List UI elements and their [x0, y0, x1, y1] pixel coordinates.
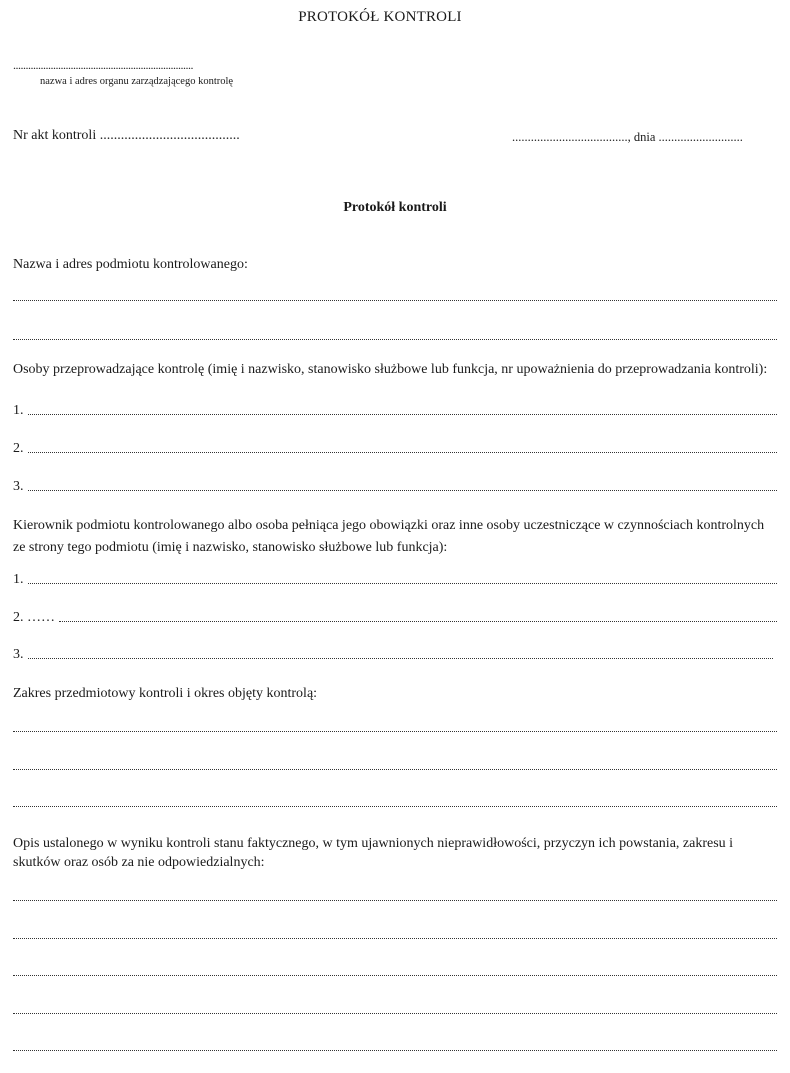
findings-line-4[interactable]: [13, 1013, 777, 1014]
findings-line-3[interactable]: [13, 975, 777, 976]
row-number: 1.: [13, 403, 24, 418]
entity-line-1[interactable]: [13, 300, 777, 301]
scope-line-1[interactable]: [13, 731, 777, 732]
row-number: 2. ……: [13, 610, 55, 625]
place-date-field[interactable]: ....................................., dnia ...........................: [512, 130, 743, 144]
participant-line-2[interactable]: [59, 621, 777, 622]
inspector-line-1[interactable]: [28, 414, 778, 415]
entity-line-2[interactable]: [13, 339, 777, 340]
section-label-findings: Opis ustalonego w wyniku kontroli stanu faktycznego, w tym ujawnionych nieprawidłowości, przyczyn ich powstania, zakresu i skutków oraz osób za nie odpowiedzialnych:: [13, 836, 734, 870]
inspector-row-1[interactable]: [13, 401, 777, 419]
participant-row-2[interactable]: [13, 608, 777, 626]
findings-line-1[interactable]: [13, 900, 777, 901]
protocol-heading: Protokół kontroli: [343, 200, 447, 215]
section-label-manager: Kierownik podmiotu kontrolowanego albo osoba pełniąca jego obowiązki oraz inne osoby uczestniczące w czynnościach kontrolnych ze strony tego podmiotu (imię i nazwisko, stanowisko służbowe lub funkcja):: [13, 518, 765, 555]
organ-name-caption: nazwa i adres organu zarządzającego kontrolę: [40, 76, 234, 87]
inspector-line-2[interactable]: [28, 452, 778, 453]
organ-name-field[interactable]: ........................................................................: [13, 58, 193, 72]
row-number: 1.: [13, 572, 24, 587]
row-number: 3.: [13, 479, 24, 494]
inspector-row-2[interactable]: [13, 439, 777, 457]
row-number: 3.: [13, 647, 24, 662]
section-label-scope: Zakres przedmiotowy kontroli i okres objęty kontrolą:: [13, 686, 318, 701]
inspector-line-3[interactable]: [28, 490, 778, 491]
case-number-field[interactable]: Nr akt kontroli ........................................: [13, 128, 240, 143]
inspector-row-3[interactable]: [13, 477, 777, 495]
section-label-entity: Nazwa i adres podmiotu kontrolowanego:: [13, 257, 248, 272]
participant-line-1[interactable]: [28, 583, 778, 584]
section-label-inspectors: Osoby przeprowadzające kontrolę (imię i nazwisko, stanowisko służbowe lub funkcja, nr upoważnienia do przeprowadzania kontroli):: [13, 362, 768, 377]
participant-row-1[interactable]: [13, 570, 777, 588]
participant-row-3[interactable]: [13, 645, 773, 663]
document-title: PROTOKÓŁ KONTROLI: [298, 9, 462, 25]
findings-line-2[interactable]: [13, 938, 777, 939]
scope-line-2[interactable]: [13, 769, 777, 770]
row-number: 2.: [13, 441, 24, 456]
participant-line-3[interactable]: [28, 658, 774, 659]
scope-line-3[interactable]: [13, 806, 777, 807]
findings-line-5[interactable]: [13, 1050, 777, 1051]
